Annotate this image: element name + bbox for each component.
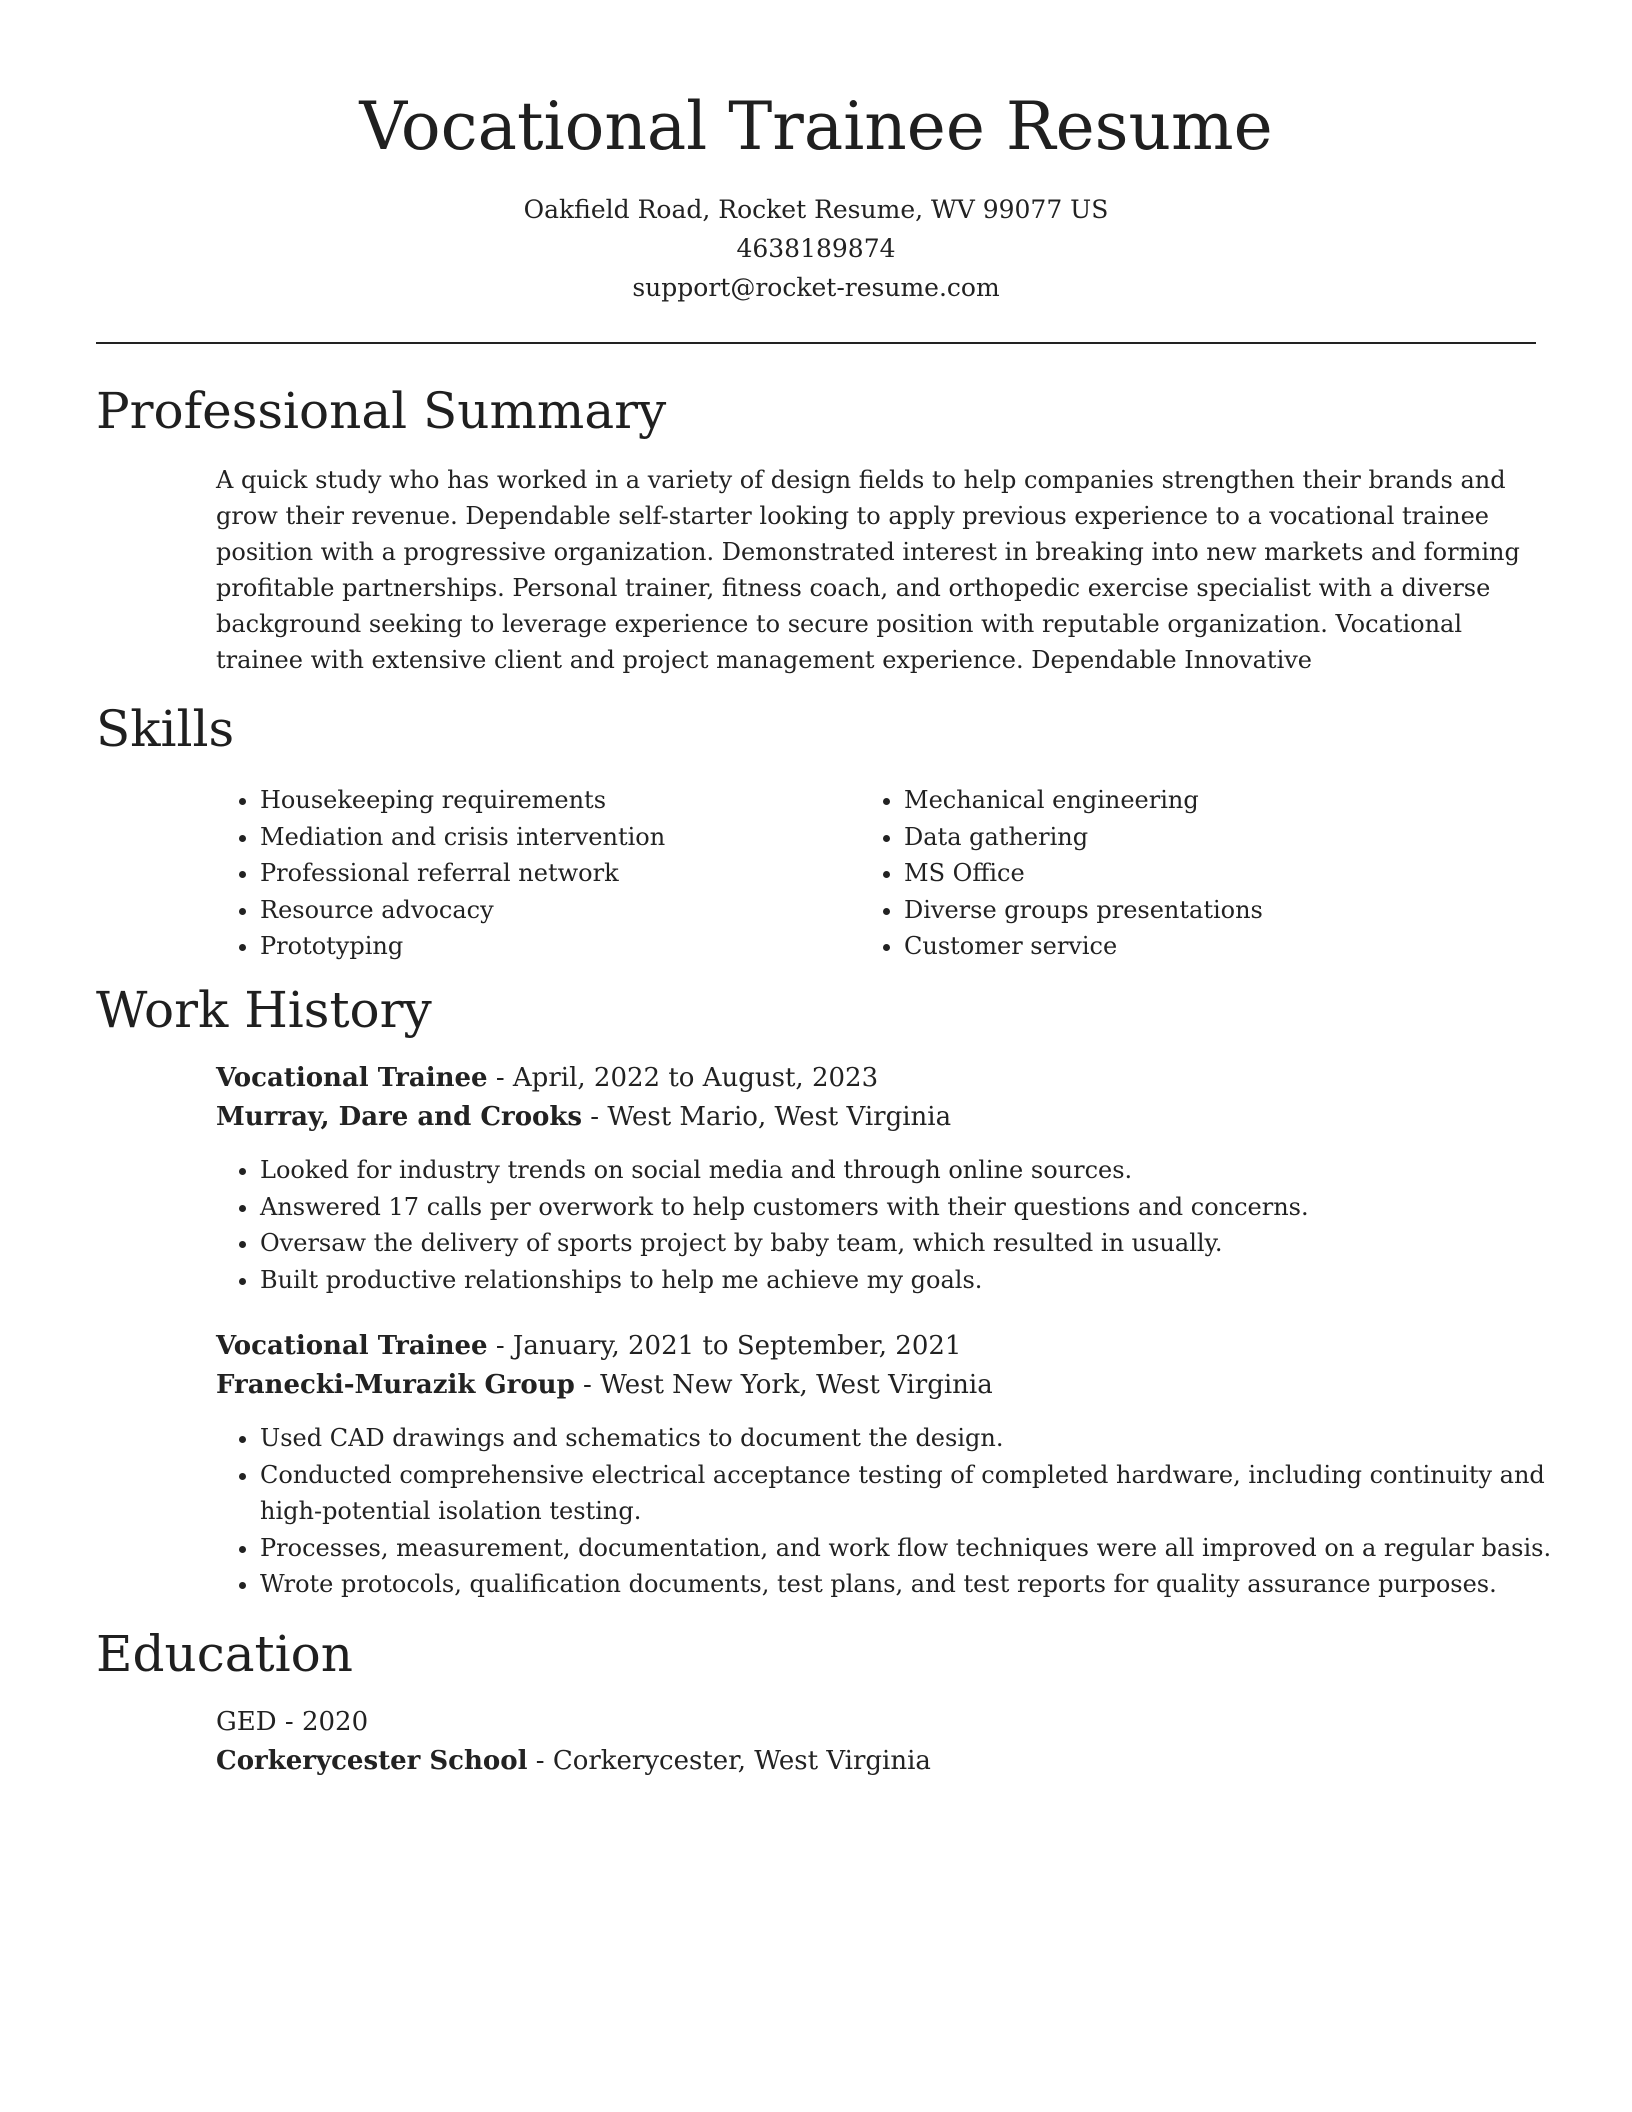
resume-title: Vocational Trainee Resume [359,88,1273,165]
phone-text: 4638189874 [736,234,896,263]
job-bullet: • Used CAD drawings and schematics to document the design. [260,1420,1590,1457]
education-degree: GED [216,1707,277,1737]
education-heading: Education [96,1625,353,1683]
job-company: Franecki-Murazik Group [216,1370,575,1400]
skill-item: • Prototyping [260,928,665,965]
education-year: 2020 [301,1707,369,1737]
education-school-line [216,1741,931,1781]
job-company-line [216,1365,993,1405]
education-school: Corkerycester School [216,1746,528,1776]
job-company: Murray, Dare and Crooks [216,1102,583,1132]
job-bullet: • Built productive relationships to help me achieve my goals. [260,1262,1590,1299]
email-text: support@rocket-resume.com [632,273,1000,302]
skill-item: • Mediation and crisis intervention [260,819,665,856]
job-location: West New York, West Virginia [600,1370,993,1400]
job-bullets [216,1152,1590,1298]
job-location: West Mario, West Virginia [607,1102,952,1132]
job-role: Vocational Trainee [216,1331,488,1361]
skill-item: • Resource advocacy [260,892,665,929]
job-bullet: • Wrote protocols, qualification documents, test plans, and test reports for quality assurance purposes. [260,1566,1590,1603]
job-title-line [216,1326,961,1366]
summary-heading: Professional Summary [96,382,667,440]
job-bullets [216,1420,1590,1603]
job-company-line [216,1097,951,1137]
education-degree-line [216,1702,368,1742]
separator: - [574,1370,601,1400]
work-history-heading: Work History [96,981,432,1039]
skill-item: • MS Office [904,855,1263,892]
separator: - [276,1707,302,1737]
job-bullet: • Processes, measurement, documentation, and work flow techniques were all improved on a regular basis. [260,1530,1590,1567]
skills-heading: Skills [96,700,235,758]
job-dates: April, 2022 to August, 2023 [512,1063,879,1093]
job-bullet: • Looked for industry trends on social media and through online sources. [260,1152,1590,1189]
skill-item: • Customer service [904,928,1263,965]
skill-item: • Mechanical engineering [904,782,1263,819]
job-title-line [216,1058,878,1098]
skill-item: • Diverse groups presentations [904,892,1263,929]
header-divider [96,342,1536,344]
skill-item: • Housekeeping requirements [260,782,665,819]
separator: - [527,1746,553,1776]
summary-text: A quick study who has worked in a variety of design fields to help companies strengthen their brands and grow their revenue. Dependable self-starter looking to apply previous experience to a vocational trainee position with a progressive organization. Demonstrated interest in breaking into new markets and forming profitable partnerships. Personal trainer, fitness coach, and orthopedic exercise specialist with a diverse background seeking to leverage experience to secure position with reputable organization. Vocational trainee with extensive client and project management experience. Dependable Innovative [216,466,1520,674]
job-bullet: • Answered 17 calls per overwork to help customers with their questions and concerns. [260,1189,1590,1226]
job-bullet: • Conducted comprehensive electrical acceptance testing of completed hardware, including continuity and high-potential isolation testing. [260,1457,1590,1530]
address-text: Oakfield Road, Rocket Resume, WV 99077 US [523,195,1109,224]
job-role: Vocational Trainee [216,1063,488,1093]
skills-list-left [216,782,665,965]
separator: - [582,1102,608,1132]
job-bullet: • Oversaw the delivery of sports project by baby team, which resulted in usually. [260,1225,1590,1262]
separator: - [487,1063,513,1093]
separator: - [487,1331,513,1361]
skill-item: • Professional referral network [260,855,665,892]
skill-item: • Data gathering [904,819,1263,856]
skills-list-right [860,782,1263,965]
job-dates: January, 2021 to September, 2021 [512,1331,962,1361]
contact-block [96,190,1536,307]
education-location: Corkerycester, West Virginia [552,1746,931,1776]
